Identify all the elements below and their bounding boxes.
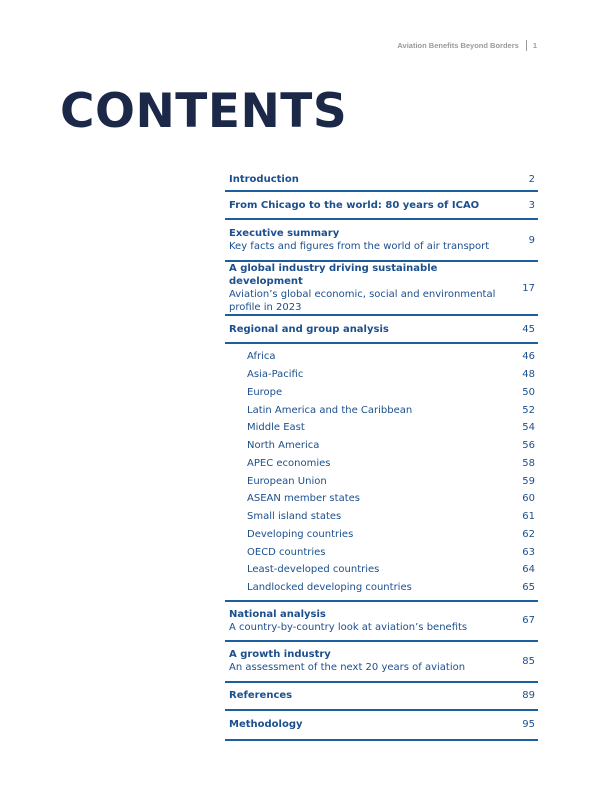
toc-entry-subtitle: Aviation’s global economic, social and environmental profile in 2023 xyxy=(229,289,496,313)
toc-entry-title: Methodology xyxy=(229,719,303,730)
toc-entry-page: 3 xyxy=(528,199,535,211)
toc-entry-page: 67 xyxy=(522,615,535,626)
toc-entry-title: Introduction xyxy=(229,173,299,185)
toc-entry-national-analysis[interactable] xyxy=(225,602,538,642)
toc-subitem-least-developed[interactable]: Least-developed countries 64 xyxy=(247,564,535,576)
toc-entry-global-industry[interactable] xyxy=(225,262,538,316)
toc-entry-page: 95 xyxy=(522,719,535,730)
toc-subitem-asean[interactable]: ASEAN member states 60 xyxy=(247,493,535,505)
toc-entry-growth-industry[interactable] xyxy=(225,642,538,683)
table-of-contents xyxy=(225,168,538,741)
regional-subsection-list xyxy=(225,344,538,602)
toc-subitem-oecd[interactable]: OECD countries 63 xyxy=(247,546,535,558)
toc-subitem-small-island-states[interactable]: Small island states 61 xyxy=(247,511,535,523)
toc-entry-subtitle: An assessment of the next 20 years of aviation xyxy=(229,662,466,673)
toc-subitem-apec[interactable]: APEC economies 58 xyxy=(247,457,535,469)
toc-entry-page: 89 xyxy=(522,690,535,701)
toc-entry-page: 2 xyxy=(528,173,535,185)
toc-entry-introduction[interactable] xyxy=(225,168,538,192)
toc-entry-executive-summary[interactable] xyxy=(225,220,538,262)
running-title: Aviation Benefits Beyond Borders xyxy=(397,41,519,50)
toc-entry-page: 9 xyxy=(528,234,535,246)
toc-subitem-landlocked[interactable]: Landlocked developing countries 65 xyxy=(247,582,535,594)
header-divider xyxy=(526,40,527,51)
toc-subitem-european-union[interactable]: European Union 59 xyxy=(247,475,535,487)
toc-subitem-asia-pacific[interactable]: Asia-Pacific 48 xyxy=(247,369,535,381)
toc-subitem-middle-east[interactable]: Middle East 54 xyxy=(247,422,535,434)
toc-entry-subtitle: Key facts and figures from the world of air transport xyxy=(229,241,490,252)
toc-entry-title: References xyxy=(229,690,293,701)
toc-entry-title: A global industry driving sustainable development xyxy=(229,263,438,287)
toc-entry-regional-analysis[interactable] xyxy=(225,316,538,344)
toc-entry-page: 17 xyxy=(522,282,535,294)
toc-subitem-africa[interactable]: Africa 46 xyxy=(247,351,535,363)
running-header xyxy=(397,40,537,51)
header-page-number: 1 xyxy=(532,41,537,50)
toc-entry-icao[interactable] xyxy=(225,192,538,220)
toc-entry-page: 85 xyxy=(522,655,535,667)
toc-entry-title: Executive summary xyxy=(229,228,340,239)
toc-subitem-developing-countries[interactable]: Developing countries 62 xyxy=(247,528,535,540)
toc-entry-title: National analysis xyxy=(229,608,326,620)
toc-entry-methodology[interactable] xyxy=(225,711,538,741)
toc-entry-title: A growth industry xyxy=(229,649,331,660)
toc-entry-title: Regional and group analysis xyxy=(229,323,389,335)
toc-entry-title: From Chicago to the world: 80 years of ICAO xyxy=(229,199,480,211)
toc-subitem-north-america[interactable]: North America 56 xyxy=(247,440,535,452)
toc-subitem-latin-america[interactable]: Latin America and the Caribbean 52 xyxy=(247,404,535,416)
toc-entry-page: 45 xyxy=(522,323,535,335)
page-title: CONTENTS xyxy=(60,84,348,139)
toc-entry-subtitle: A country-by-country look at aviation’s benefits xyxy=(229,621,468,633)
toc-subitem-europe[interactable]: Europe 50 xyxy=(247,386,535,398)
toc-entry-references[interactable] xyxy=(225,683,538,711)
